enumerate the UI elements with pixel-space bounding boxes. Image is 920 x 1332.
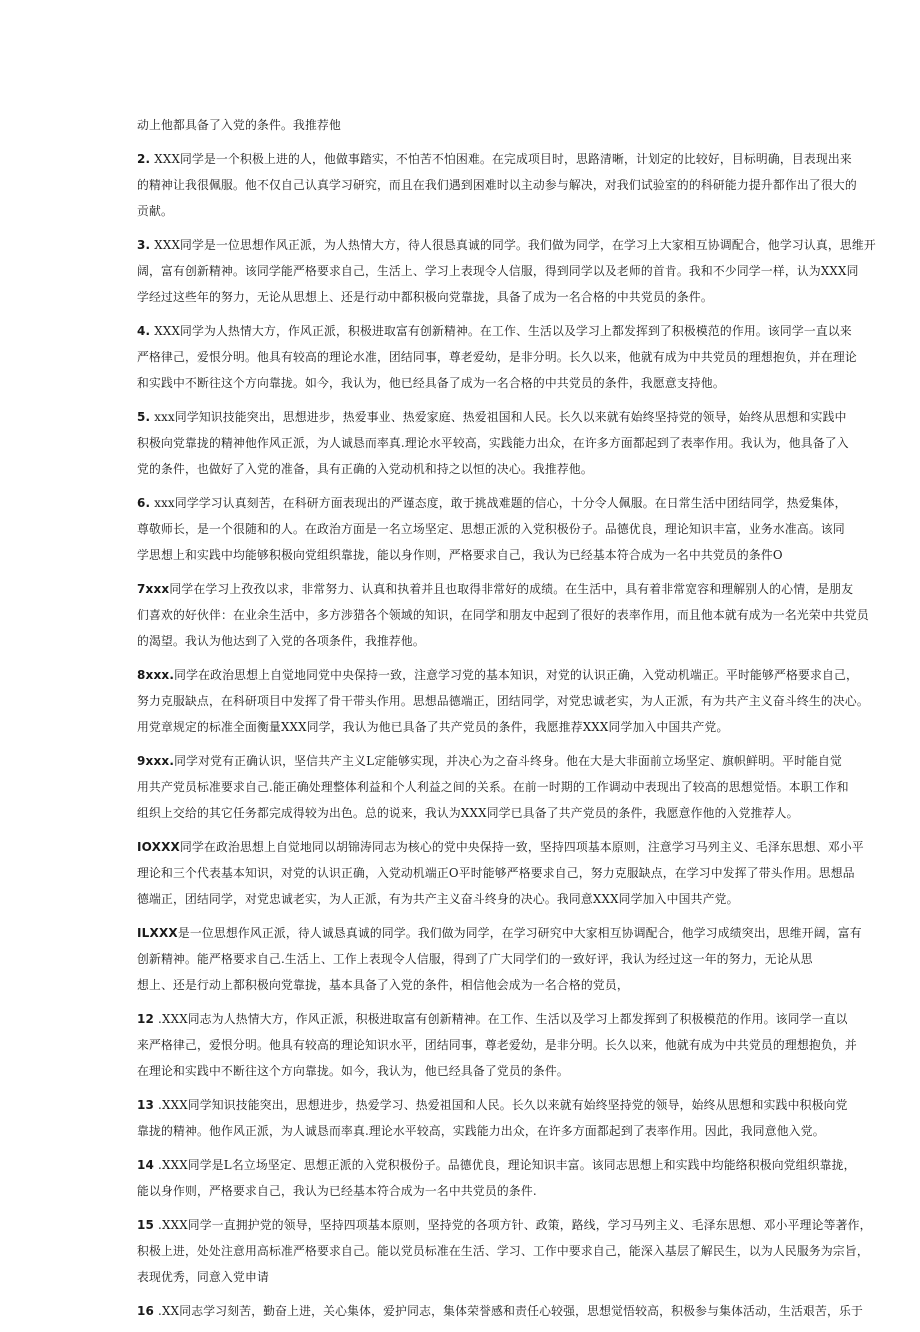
paragraph	[137, 1298, 864, 1324]
line-text: .XXX同学是L名立场坚定、思想正派的入党积极份子。品德优良，理论知识丰富。该同志思想上和实践中均能络积极向党组织靠拢，	[154, 1158, 856, 1172]
paragraph-line	[137, 748, 843, 774]
line-text: 同学在学习上孜孜以求，非常努力、认真和执着并且也取得非常好的成绩。在生活中，具有着非常宽容和理解别人的心情，是朋友	[169, 582, 854, 596]
line-text: 组织上交给的其它任务都完成得较为出色。总的说来，我认为XXX同学已具备了共产党员的条件，我愿意作他的入党推荐人。	[137, 806, 799, 820]
line-text: 贡献。	[137, 204, 173, 218]
paragraph-line	[137, 258, 859, 284]
line-text: 同学在政治思想上自觉地同党中央保持一致，注意学习党的基本知识，对党的认识正确，入党动机端正。平时能够严格要求自己，	[174, 668, 858, 682]
paragraph-line	[137, 714, 785, 740]
line-text: XXX同学为人热情大方，作风正派，积极进取富有创新精神。在工作、生活以及学习上都发挥到了积极模范的作用。该同学一直以来	[150, 324, 852, 338]
paragraph-line	[137, 662, 858, 688]
paragraph-line	[137, 1178, 785, 1204]
paragraph-number: 4.	[137, 324, 151, 338]
paragraph	[137, 748, 849, 826]
paragraph-line	[137, 318, 852, 344]
line-text: 们喜欢的好伙伴：在业余生活中，多方涉猎各个领域的知识，在同学和朋友中起到了很好的表率作用，而且他本就有成为一名光荣中共党员	[137, 608, 869, 622]
line-text: 的渴望。我认为他达到了入党的各项条件，我推荐他。	[137, 634, 425, 648]
line-text: xxx同学知识技能突出，思想进步，热爱事业、热爱家庭、热爱祖国和人民。长久以来就有始终坚持党的领导，始终从思想和实践中	[150, 410, 847, 424]
paragraph	[137, 232, 876, 310]
line-text: .XXX同学知识技能突出，思想进步，热爱学习、热爱祖国和人民。长久以来就有始终坚持党的领导，始终从思想和实践中积极向党	[154, 1098, 848, 1112]
paragraph	[137, 146, 857, 224]
paragraph	[137, 112, 785, 138]
line-text: 学思想上和实践中均能够积极向党组织靠拢，能以身作则，严格要求自己，我认为已经基本符合成为一名中共党员的条件O	[137, 548, 783, 562]
paragraph	[137, 576, 869, 654]
paragraph	[137, 920, 862, 998]
line-text: 学经过这些年的努力，无论从思想上、还是行动中都积极向党靠拢，具备了成为一名合格的中共党员的条件。	[137, 290, 713, 304]
paragraph-number: 7xxx	[137, 582, 170, 596]
line-text: 动上他都具备了入党的条件。我推荐他	[137, 118, 341, 132]
paragraph-number: ILXXX	[137, 926, 178, 940]
line-text: 努力克服缺点，在科研项目中发挥了骨干带头作用。思想品德端正，团结同学，对党忠诚老实，为人正派，有为共产主义奋斗终生的决心。	[137, 694, 869, 708]
paragraph-line	[137, 946, 813, 972]
paragraph-line	[137, 284, 785, 310]
paragraph-number: 5.	[137, 410, 151, 424]
paragraph-line	[137, 198, 785, 224]
paragraph-number: 16	[137, 1304, 155, 1318]
paragraph-line	[137, 516, 845, 542]
line-text: 创新精神。能严格要求自己.生活上、工作上表现令人信服，得到了广大同学们的一致好评，我认为经过这一年的努力，无论从思	[137, 952, 813, 966]
paragraph-line	[137, 490, 847, 516]
line-text: 和实践中不断往这个方向靠拢。如今，我认为，他已经具备了成为一名合格的中共党员的条件，我愿意支持他。	[137, 376, 725, 390]
line-text: XXX同学是一位思想作风正派，为人热情大方，待人很恳真诚的同学。我们做为同学，在学习上大家相互协调配合，他学习认真，思维开	[150, 238, 876, 252]
line-text: 严格律己，爱恨分明。他具有较高的理论水准，团结同事，尊老爱幼，是非分明。长久以来，他就有成为中共党员的理想抱负，并在理论	[137, 350, 857, 364]
paragraph-line	[137, 1152, 856, 1178]
paragraph	[137, 404, 849, 482]
paragraph	[137, 662, 869, 740]
paragraph-line	[137, 1118, 825, 1144]
line-text: 是一位思想作风正派，待人诚恳真诚的同学。我们做为同学，在学习研究中大家相互协调配合，他学习成绩突出，思维开阔，富有	[177, 926, 862, 940]
paragraph-number: 15	[137, 1218, 155, 1232]
line-text: 表现优秀，同意入党申请	[137, 1270, 269, 1284]
paragraph-line	[137, 774, 849, 800]
paragraph	[137, 1152, 856, 1204]
paragraph-number: 9xxx.	[137, 754, 175, 768]
paragraph-line	[137, 370, 785, 396]
paragraph-line	[137, 1238, 869, 1264]
paragraph	[137, 490, 847, 568]
line-text: 用党章规定的标准全面衡量XXX同学，我认为他已具备了共产党员的条件，我愿推荐XXX同学加入中国共产党。	[137, 720, 729, 734]
paragraph	[137, 1006, 857, 1084]
paragraph-number: IOXXX	[137, 840, 180, 854]
paragraph-line	[137, 886, 785, 912]
paragraph-line	[137, 1092, 848, 1118]
line-text: 积极上进，处处注意用高标准严格要求自己。能以党员标准在生活、学习、工作中要求自己，能深入基层了解民生，以为人民服务为宗旨，	[137, 1244, 869, 1258]
paragraph-line	[137, 1032, 857, 1058]
paragraph-line	[137, 800, 799, 826]
paragraph-number: 14	[137, 1158, 155, 1172]
line-text: .XXX同学一直拥护党的领导，坚持四项基本原则，坚持党的各项方针、政策，路线，学习马列主义、毛泽东思想、邓小平理论等著作，	[154, 1218, 872, 1232]
paragraph-line	[137, 1006, 848, 1032]
line-text: 尊敬师长，是一个很随和的人。在政治方面是一名立场坚定、思想正派的入党积极份子。品德优良，理论知识丰富，业务水准高。该同	[137, 522, 845, 536]
line-text: 积极向党靠拢的精神他作风正派，为人诚恳而率真.理论水平较高，实践能力出众，在许多方面都起到了表率作用。我认为，他具备了入	[137, 436, 849, 450]
paragraph-line	[137, 688, 869, 714]
paragraph-number: 2.	[137, 152, 151, 166]
paragraph-line	[137, 456, 785, 482]
line-text: 在理论和实践中不断往这个方向靠拢。如今，我认为，他已经具备了党员的条件。	[137, 1064, 569, 1078]
paragraph-line	[137, 232, 876, 258]
line-text: .XXX同志为人热情大方，作风正派，积极进取富有创新精神。在工作、生活以及学习上都发挥到了积极模范的作用。该同学一直以	[154, 1012, 848, 1026]
paragraph	[137, 834, 864, 912]
paragraph-number: 6.	[137, 496, 151, 510]
line-text: 同学在政治思想上自觉地同以胡锦涛同志为核心的党中央保持一致，坚持四项基本原则，注意学习马列主义、毛泽东思想、邓小平	[180, 840, 864, 854]
paragraph-line	[137, 920, 862, 946]
paragraph-line	[137, 602, 869, 628]
paragraph-line	[137, 542, 785, 568]
document-body	[137, 112, 876, 1332]
paragraph-line	[137, 146, 852, 172]
line-text: 同学对党有正确认识，坚信共产主义L定能够实现，并决心为之奋斗终身。他在大是大非面前立场坚定、旗帜鲜明。平时能自觉	[174, 754, 843, 768]
line-text: 能以身作则，严格要求自己，我认为已经基本符合成为一名中共党员的条件.	[137, 1184, 537, 1198]
line-text: 用共产党员标准要求自己.能正确处理整体利益和个人利益之间的关系。在前一时期的工作调动中表现出了较高的思想觉悟。本职工作和	[137, 780, 849, 794]
paragraph	[137, 1212, 872, 1290]
paragraph-number: 13	[137, 1098, 155, 1112]
paragraph-line	[137, 834, 864, 860]
line-text: 来严格律己，爱恨分明。他具有较高的理论知识水平，团结同事，尊老爱幼，是非分明。长久以来，他就有成为中共党员的理想抱负，并	[137, 1038, 857, 1052]
paragraph-line	[137, 172, 857, 198]
paragraph-line	[137, 1298, 864, 1324]
paragraph-number: 8xxx.	[137, 668, 175, 682]
line-text: .XX同志学习刻苦，勤奋上进，关心集体，爱护同志，集体荣誉感和责任心较强，思想觉悟较高，积极参与集体活动，生活艰苦，乐于	[154, 1304, 864, 1318]
paragraph	[137, 1092, 848, 1144]
paragraph-line	[137, 404, 847, 430]
paragraph	[137, 318, 857, 396]
line-text: xxx同学学习认真刻苦，在科研方面表现出的严谨态度，敢于挑战难题的信心，十分令人佩服。在日常生活中团结同学，热爱集体，	[150, 496, 847, 510]
paragraph-line	[137, 112, 785, 138]
paragraph-line	[137, 344, 857, 370]
line-text: XXX同学是一个积极上进的人，他做事踏实，不怕苦不怕困难。在完成项目时，思路清晰，计划定的比较好，目标明确，目表现出来	[150, 152, 852, 166]
line-text: 德端正，团结同学，对党忠诚老实，为人正派，有为共产主义奋斗终身的决心。我同意XXX同学加入中国共产党。	[137, 892, 739, 906]
line-text: 的精神让我很佩服。他不仅自己认真学习研究，而且在我们遇到困难时以主动参与解决，对我们试验室的的科研能力提升都作出了很大的	[137, 178, 857, 192]
line-text: 理论和三个代表基本知识，对党的认识正确，入党动机端正O平时能够严格要求自己，努力克服缺点，在学习中发挥了带头作用。思想品	[137, 866, 855, 880]
paragraph-number: 12	[137, 1012, 155, 1026]
line-text: 党的条件，也做好了入党的准备，具有正确的入党动机和持之以恒的决心。我推荐他。	[137, 462, 593, 476]
paragraph-line	[137, 1212, 872, 1238]
line-text: 靠拢的精神。他作风正派，为人诚恳而率真.理论水平较高，实践能力出众，在许多方面都起到了表率作用。因此，我同意他入党。	[137, 1124, 825, 1138]
paragraph-number: 3.	[137, 238, 151, 252]
paragraph-line	[137, 972, 785, 998]
paragraph-line	[137, 1058, 785, 1084]
paragraph-line	[137, 1264, 785, 1290]
line-text: 阔，富有创新精神。该同学能严格要求自己，生活上、学习上表现令人信服，得到同学以及老师的首肯。我和不少同学一样，认为XXX同	[137, 264, 859, 278]
paragraph-line	[137, 860, 855, 886]
line-text: 想上、还是行动上都积极向党靠拢，基本具备了入党的条件，相信他会成为一名合格的党员，	[137, 978, 629, 992]
paragraph-line	[137, 430, 849, 456]
paragraph-line	[137, 576, 854, 602]
paragraph-line	[137, 628, 785, 654]
